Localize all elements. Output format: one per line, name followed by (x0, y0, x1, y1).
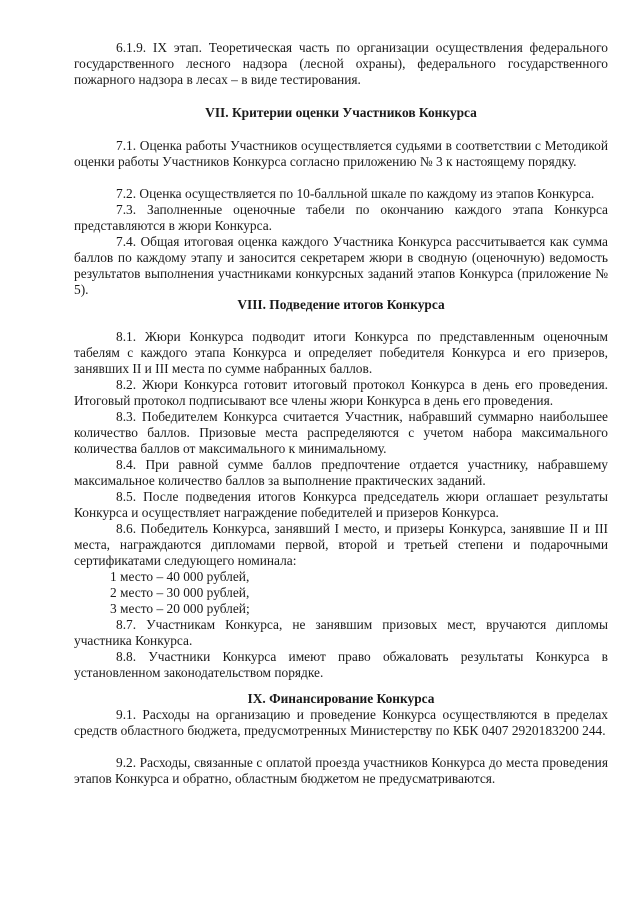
paragraph-8-2: 8.2. Жюри Конкурса готовит итоговый протокол Конкурса в день его проведения. Итоговый протокол подписывают все члены жюри Конкурса в день его проведения. (74, 377, 608, 408)
paragraph-7-3: 7.3. Заполненные оценочные табели по окончанию каждого этапа Конкурса представляются в жюри Конкурса. (74, 202, 608, 233)
section-heading-9: IX. Финансирование Конкурса (247, 691, 435, 706)
paragraph-8-3: 8.3. Победителем Конкурса считается Участник, набравший суммарно наибольшее количество баллов. Призовые места распределяются с учетом набора максимального количества баллов от максимального к минимальному. (74, 409, 608, 456)
paragraph-7-1: 7.1. Оценка работы Участников осуществляется судьями в соответствии с Методикой оценки работы Участников Конкурса согласно приложению № 3 к настоящему порядку. (74, 138, 608, 169)
paragraph-7-2: 7.2. Оценка осуществляется по 10-балльной шкале по каждому из этапов Конкурса. (116, 186, 595, 201)
prize-third-place: 3 место – 20 000 рублей; (110, 601, 250, 616)
paragraph-9-2: 9.2. Расходы, связанные с оплатой проезда участников Конкурса до места проведения этапов Конкурса и обратно, областным бюджетом не предусматриваются. (74, 755, 608, 786)
section-heading-7: VII. Критерии оценки Участников Конкурса (205, 105, 477, 120)
paragraph-8-5: 8.5. После подведения итогов Конкурса председатель жюри оглашает результаты Конкурса и осуществляет награждение победителей и призеров Конкурса. (74, 489, 608, 520)
paragraph-6-1-9: 6.1.9. IX этап. Теоретическая часть по организации осуществления федерального государственного лесного надзора (лесной охраны), федерального государственного пожарного надзора в лесах – в виде тестирования. (74, 40, 608, 87)
paragraph-8-1: 8.1. Жюри Конкурса подводит итоги Конкурса по представленным оценочным табелям с каждого этапа Конкурса и определяет победителя Конкурса и его призеров, занявших II и III места по сумме набранных баллов. (74, 329, 608, 376)
paragraph-7-4: 7.4. Общая итоговая оценка каждого Участника Конкурса рассчитывается как сумма баллов по каждому этапу и заносится секретарем жюри в сводную (оценочную) ведомость результатов выполнения участниками конкурсных заданий этапов Конкурса (приложение № 5). (74, 234, 608, 297)
paragraph-8-7: 8.7. Участникам Конкурса, не занявшим призовых мест, вручаются дипломы участника Конкурса. (74, 617, 608, 648)
paragraph-8-8: 8.8. Участники Конкурса имеют право обжаловать результаты Конкурса в установленном законодательством порядке. (74, 649, 608, 680)
paragraph-8-6: 8.6. Победитель Конкурса, занявший I место, и призеры Конкурса, занявшие II и III места, награждаются дипломами первой, второй и третьей степени и подарочными сертификатами следующего номинала: (74, 521, 608, 568)
prize-first-place: 1 место – 40 000 рублей, (110, 569, 250, 584)
section-heading-8: VIII. Подведение итогов Конкурса (237, 297, 445, 312)
paragraph-9-1: 9.1. Расходы на организацию и проведение Конкурса осуществляются в пределах средств областного бюджета, предусмотренных Министерству по КБК 0407 2920183200 244. (74, 707, 608, 738)
paragraph-8-4: 8.4. При равной сумме баллов предпочтение отдается участнику, набравшему максимальное количество баллов за выполнение практических заданий. (74, 457, 608, 488)
prize-second-place: 2 место – 30 000 рублей, (110, 585, 250, 600)
